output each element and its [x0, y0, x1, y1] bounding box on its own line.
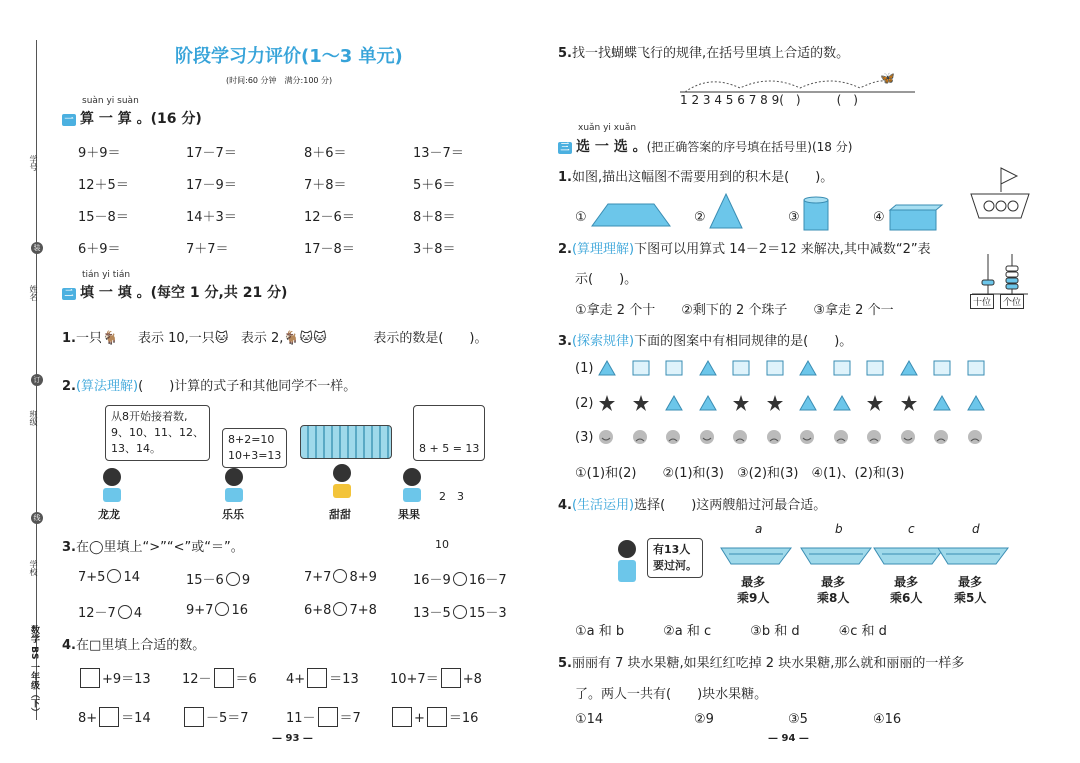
child-avatar: [330, 464, 354, 498]
triangle-icon: [598, 360, 614, 376]
frown-face-icon: [967, 429, 983, 445]
compare-circle[interactable]: [107, 569, 121, 583]
compare-left: 16－9: [413, 573, 451, 588]
side-label-book: 数学 BS 一年级（下）: [29, 625, 39, 717]
compare-left: 7+5: [78, 570, 106, 585]
question-2: [62, 375, 356, 394]
section2-title: 填 一 填 。(每空 1 分,共 21 分): [80, 285, 288, 301]
compare-right: 4: [133, 606, 143, 621]
side-label-student-id: 学号: [29, 155, 38, 171]
answer-box[interactable]: [427, 707, 447, 727]
question-number: 5.: [558, 656, 572, 671]
pattern-row-label: (1): [575, 361, 594, 376]
r-question-5: [558, 652, 964, 671]
triangle-icon: [799, 395, 815, 411]
page-number-right: — 94 —: [768, 733, 809, 744]
binding-hole: 线: [31, 512, 43, 524]
answer-box[interactable]: [99, 707, 119, 727]
boat-capacity: 最多 乘5人: [954, 575, 987, 605]
frown-face-icon: [665, 429, 681, 445]
question-number: 4.: [62, 638, 76, 653]
square-icon: [967, 360, 983, 376]
compare-left: 7+7: [304, 570, 332, 585]
calc-item: 15－8＝: [78, 210, 129, 225]
r2-options: ①拿走 2 个十 ②剩下的 2 个珠子 ③拿走 2 个一: [575, 303, 894, 318]
r1-opt-2: ②: [694, 210, 706, 225]
calc-item: 7＋8＝: [304, 178, 347, 193]
abacus-icon: [970, 252, 1030, 298]
section-number-icon: 二: [62, 288, 76, 300]
compare-right: 16: [231, 603, 248, 618]
compare-circle[interactable]: [226, 572, 240, 586]
section2-heading: [62, 282, 287, 302]
fill-text: ＝13: [329, 672, 359, 687]
star-icon: [766, 395, 782, 411]
child-name: 甜甜: [329, 508, 351, 521]
bubble4-result: 10: [435, 538, 449, 551]
compare-circle[interactable]: [453, 605, 467, 619]
question-number: 3.: [558, 334, 572, 349]
goat-cats-icon: 🐐🐱🐱: [283, 331, 327, 346]
calc-item: 17－8＝: [304, 242, 355, 257]
question-number: 2.: [62, 379, 76, 394]
question-4: [62, 634, 205, 653]
answer-box[interactable]: [80, 668, 100, 688]
cylinder-block-icon: [802, 196, 830, 234]
q1-text-c: 表示 2,: [240, 331, 284, 346]
goat-icon: 🐐: [102, 331, 119, 346]
triangle-icon: [967, 395, 983, 411]
r1-opt-3: ③: [788, 210, 800, 225]
fill-text: +: [414, 711, 425, 726]
speech-bubble-1: 从8开始接着数, 9、10、11、12、 13、14。: [105, 405, 210, 461]
r5-opt-1: ①14: [575, 712, 604, 727]
question-number: 3.: [62, 540, 76, 555]
triangle-icon: [665, 395, 681, 411]
r4-text: 选择( )这两艘船过河最合适。: [634, 498, 827, 513]
abacus-label-tens: 十位: [970, 294, 994, 309]
fill-box-item: [390, 668, 482, 688]
r1-opt-1: ①: [575, 210, 587, 225]
side-label-name: 姓名: [29, 285, 38, 301]
fill-box-item: [286, 707, 361, 727]
square-icon: [866, 360, 882, 376]
speech-bubble-2: 8+2=10 10+3=13: [222, 428, 287, 468]
question-1: [62, 327, 488, 346]
calc-item: 13－7＝: [413, 146, 464, 161]
fill-box-item: [182, 668, 257, 688]
triangle-icon: [900, 360, 916, 376]
calc-item: 8＋8＝: [413, 210, 456, 225]
q1-text-b: 表示 10,一只: [138, 331, 215, 346]
page-number-left: — 93 —: [272, 733, 313, 744]
compare-right: 16－7: [468, 573, 507, 588]
triangle-icon: [699, 360, 715, 376]
speech-bubble-4: [413, 405, 485, 551]
triangle-icon: [799, 360, 815, 376]
calc-item: 17－7＝: [186, 146, 237, 161]
compare-item: [186, 569, 250, 588]
calc-item: 3＋8＝: [413, 242, 456, 257]
q1-text-d: 表示的数是( )。: [373, 331, 488, 346]
boat-letter: a: [755, 522, 763, 536]
r5-opt-3: ③5: [788, 712, 808, 727]
calc-item: 12－6＝: [304, 210, 355, 225]
number-line-labels: 1 2 3 4 5 6 7 8 9( ) ( ): [680, 93, 858, 107]
section3-heading: [558, 136, 852, 156]
frustum-block-icon: [590, 200, 672, 230]
frown-face-icon: [732, 429, 748, 445]
compare-circle[interactable]: [453, 572, 467, 586]
boat-letter: d: [972, 522, 980, 536]
smile-face-icon: [900, 429, 916, 445]
frown-face-icon: [866, 429, 882, 445]
calc-item: 8＋6＝: [304, 146, 347, 161]
frown-face-icon: [632, 429, 648, 445]
boat-capacity: 最多 乘8人: [817, 575, 850, 605]
compare-left: 15－6: [186, 573, 224, 588]
fill-text: +8: [462, 672, 482, 687]
page-title: 阶段学习力评价(1～3 单元): [175, 46, 403, 67]
square-icon: [665, 360, 681, 376]
question-tag: (生活运用): [571, 498, 635, 513]
compare-left: 12－7: [78, 606, 116, 621]
compare-item: [413, 569, 507, 588]
fill-box-item: [390, 707, 478, 727]
boat-letter: c: [908, 522, 915, 536]
boat-icon: [936, 540, 1010, 572]
calc-item: 12＋5＝: [78, 178, 129, 193]
question-tag: (探索规律): [571, 334, 635, 349]
pattern-row-label: (2): [575, 396, 594, 411]
side-label-school: 学校: [29, 560, 38, 576]
child-avatar: [100, 468, 124, 502]
r2-text: 下图可以用算式 14－2＝12 来解决,其中减数“2”表: [634, 242, 931, 257]
question-number: 4.: [558, 498, 572, 513]
frown-face-icon: [933, 429, 949, 445]
r5-opt-4: ④16: [873, 712, 902, 727]
compare-left: 6+8: [304, 603, 332, 618]
compare-left: 9+7: [186, 603, 214, 618]
compare-item: [186, 602, 248, 618]
pattern-row-label: (3): [575, 430, 594, 445]
compare-right: 9: [241, 573, 251, 588]
star-icon: [632, 395, 648, 411]
r-question-1: [558, 166, 833, 185]
q4-text: 在□里填上合适的数。: [75, 638, 206, 653]
child-avatar: [400, 468, 424, 502]
compare-right: 8+9: [349, 570, 377, 585]
fill-text: ＝16: [448, 711, 479, 726]
fill-box-item: [286, 668, 359, 688]
fill-text: 11－: [286, 711, 316, 726]
smile-face-icon: [799, 429, 815, 445]
r5-text-2: 了。两人一共有( )块水果糖。: [575, 687, 768, 702]
star-icon: [900, 395, 916, 411]
q5-text: 找一找蝴蝶飞行的规律,在括号里填上合适的数。: [571, 46, 850, 61]
question-tag: (算理理解): [571, 242, 635, 257]
compare-item: [413, 602, 507, 621]
question-number: 5.: [558, 46, 572, 61]
fill-text: +9＝13: [102, 672, 151, 687]
fill-box-item: [182, 707, 249, 727]
answer-box[interactable]: [441, 668, 461, 688]
section1-title: 算 一 算 。(16 分): [80, 111, 202, 127]
question-number: 1.: [558, 170, 572, 185]
answer-box[interactable]: [184, 707, 204, 727]
answer-box[interactable]: [392, 707, 412, 727]
fill-box-item: [78, 668, 151, 688]
fill-text: －5＝7: [206, 711, 249, 726]
section1-heading: [62, 108, 202, 128]
compare-circle[interactable]: [215, 602, 229, 616]
compare-right: 15－3: [468, 606, 507, 621]
answer-box[interactable]: [318, 707, 338, 727]
star-icon: [598, 395, 614, 411]
square-icon: [933, 360, 949, 376]
counting-sticks-bubble: [300, 425, 392, 459]
bubble4-equation: 8 + 5 = 13: [419, 442, 480, 455]
boat-capacity: 最多 乘6人: [890, 575, 923, 605]
child-name: 乐乐: [222, 508, 244, 521]
calc-item: 5＋6＝: [413, 178, 456, 193]
page-subtitle: (时间:60 分钟 满分:100 分): [226, 76, 333, 85]
fill-box-item: [78, 707, 151, 727]
calc-item: 6＋9＝: [78, 242, 121, 257]
smile-face-icon: [699, 429, 715, 445]
compare-right: 14: [123, 570, 140, 585]
compare-circle[interactable]: [333, 602, 347, 616]
r5-opt-2: ②9: [694, 712, 714, 727]
boy-avatar: [615, 540, 639, 574]
child-name: 果果: [398, 508, 420, 521]
boat-icon: [872, 540, 946, 572]
section3-title: 选 一 选 。: [576, 139, 647, 155]
calc-item: 14＋3＝: [186, 210, 237, 225]
triangle-icon: [833, 395, 849, 411]
r2-text-2: 示( )。: [575, 272, 638, 287]
r-question-3: [558, 330, 852, 349]
fill-text: ＝6: [235, 672, 257, 687]
binding-hole: 订: [31, 374, 43, 386]
triangle-icon: [699, 395, 715, 411]
calc-item: 17－9＝: [186, 178, 237, 193]
frown-face-icon: [833, 429, 849, 445]
fill-text: 8+: [78, 711, 98, 726]
fill-text: 10+7＝: [390, 672, 439, 687]
section1-pinyin: suàn yi suàn: [82, 96, 139, 106]
compare-left: 13－5: [413, 606, 451, 621]
question-5-left: [558, 42, 849, 61]
boy-speech-bubble: 有13人 要过河。: [647, 538, 703, 578]
frown-face-icon: [766, 429, 782, 445]
r3-text: 下面的图案中有相同规律的是( )。: [634, 334, 853, 349]
question-tag: (算法理解): [75, 379, 139, 394]
answer-box[interactable]: [307, 668, 327, 688]
cat-icon: 🐱: [214, 331, 229, 346]
square-icon: [632, 360, 648, 376]
square-icon: [732, 360, 748, 376]
compare-right: 7+8: [349, 603, 377, 618]
r3-options: ①(1)和(2) ②(1)和(3) ③(2)和(3) ④(1)、(2)和(3): [575, 466, 905, 481]
square-icon: [766, 360, 782, 376]
fill-text: 4+: [286, 672, 306, 687]
boat-drawing-icon: [965, 162, 1035, 224]
fill-text: 12－: [182, 672, 212, 687]
calc-item: 7＋7＝: [186, 242, 229, 257]
calc-item: 9＋9＝: [78, 146, 121, 161]
compare-item: [304, 569, 377, 585]
compare-circle[interactable]: [333, 569, 347, 583]
boat-icon: [719, 540, 793, 572]
fill-text: ＝14: [121, 711, 151, 726]
r5-text: 丽丽有 7 块水果糖,如果红红吃掉 2 块水果糖,那么就和丽丽的一样多: [571, 656, 965, 671]
r1-opt-4: ④: [873, 210, 885, 225]
compare-circle[interactable]: [118, 605, 132, 619]
q3-text: 在◯里填上“>”“<”或“＝”。: [75, 540, 244, 555]
boat-capacity: 最多 乘9人: [737, 575, 770, 605]
q1-text-a: 一只: [75, 331, 102, 346]
compare-item: [78, 569, 140, 585]
smile-face-icon: [598, 429, 614, 445]
boat-icon: [799, 540, 873, 572]
answer-box[interactable]: [214, 668, 234, 688]
boat-letter: b: [835, 522, 843, 536]
question-number: 2.: [558, 242, 572, 257]
r-question-2: [558, 238, 931, 257]
r1-text: 如图,描出这幅图不需要用到的积木是( )。: [571, 170, 834, 185]
star-icon: [732, 395, 748, 411]
r4-options: ①a 和 b ②a 和 c ③b 和 d ④c 和 d: [575, 624, 887, 639]
section-number-icon: 一: [62, 114, 76, 126]
side-label-class: 班级: [29, 410, 38, 426]
triangle-icon: [933, 395, 949, 411]
q2-text: ( )计算的式子和其他同学不一样。: [138, 379, 357, 394]
bubble4-split: 2 3: [439, 490, 464, 503]
section3-pinyin: xuǎn yi xuǎn: [578, 123, 637, 133]
question-3: [62, 536, 244, 555]
fill-text: ＝7: [339, 711, 361, 726]
section3-note: (把正确答案的序号填在括号里)(18 分): [646, 140, 853, 154]
section2-pinyin: tián yi tián: [82, 270, 131, 280]
binding-hole: 装: [31, 242, 43, 254]
compare-item: [304, 602, 377, 618]
star-icon: [866, 395, 882, 411]
section-number-icon: 三: [558, 142, 572, 154]
r-question-4: [558, 494, 826, 513]
svg-text:🦋: 🦋: [880, 71, 895, 85]
pyramid-block-icon: [708, 192, 744, 232]
compare-item: [78, 602, 142, 621]
child-name: 龙龙: [98, 508, 120, 521]
child-avatar: [222, 468, 246, 502]
abacus-label-ones: 个位: [1000, 294, 1024, 309]
square-icon: [833, 360, 849, 376]
question-number: 1.: [62, 331, 76, 346]
cuboid-block-icon: [888, 204, 944, 232]
